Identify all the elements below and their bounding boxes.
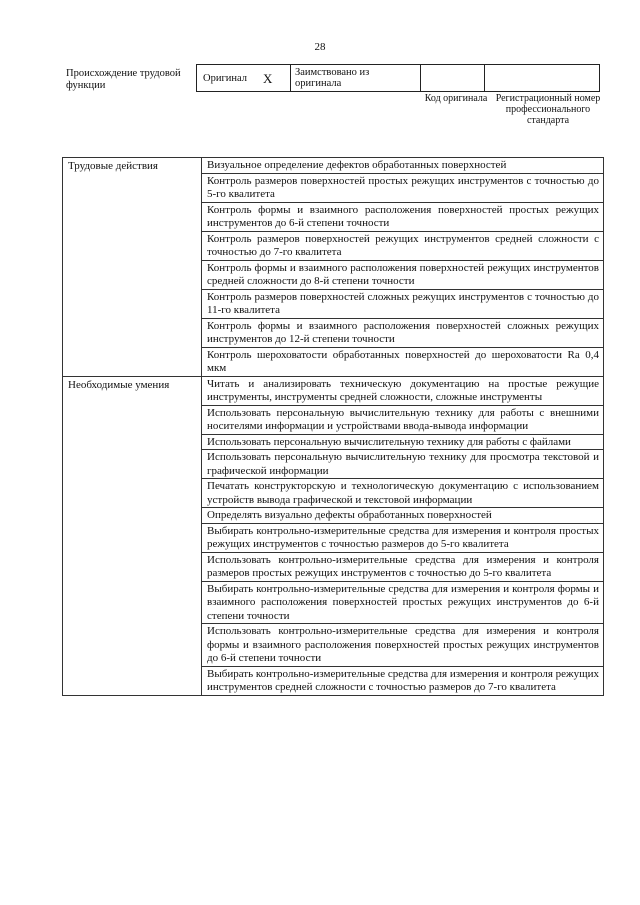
list-item: Использовать персональную вычислительную технику для просмотра текстовой и графической информации (202, 450, 604, 479)
list-item: Использовать персональную вычислительную технику для работы с файлами (202, 434, 604, 450)
list-item: Выбирать контрольно-измерительные средства для измерения и контроля простых режущих инструментов с точностью размеров до 5-го квалитета (202, 523, 604, 552)
table-row (63, 376, 604, 405)
list-item: Использовать контрольно-измерительные средства для измерения и контроля размеров простых режущих инструментов с точностью до 5-го квалитета (202, 552, 604, 581)
code-cell (421, 65, 485, 91)
function-table (62, 157, 604, 696)
original-mark: X (263, 70, 273, 86)
list-item: Использовать персональную вычислительную технику для работы с внешними носителями информации и устройствами ввода-вывода информации (202, 405, 604, 434)
list-item: Контроль размеров поверхностей режущих инструментов средней сложности с точностью до 7-го квалитета (202, 231, 604, 260)
table-row (63, 158, 604, 174)
origin-table (196, 64, 600, 92)
list-item: Контроль размеров поверхностей сложных режущих инструментов с точностью до 11-го квалитета (202, 289, 604, 318)
reg-number-cell (485, 65, 599, 91)
borrowed-cell: Заимствовано из оригинала (291, 65, 421, 91)
origin-label: Происхождение трудовой функции (66, 68, 181, 91)
list-item: Визуальное определение дефектов обработанных поверхностей (202, 158, 604, 174)
list-item: Контроль формы и взаимного расположения поверхностей сложных режущих инструментов до 12-й степени точности (202, 318, 604, 347)
list-item: Использовать контрольно-измерительные средства для измерения и контроля формы и взаимного расположения поверхностей простых режущих инструментов до 6-й степени точности (202, 624, 604, 667)
section-heading: Трудовые действия (63, 158, 202, 377)
list-item: Контроль шероховатости обработанных поверхностей до шероховатости Ra 0,4 мкм (202, 347, 604, 376)
list-item: Контроль формы и взаимного расположения поверхностей простых режущих инструментов до 6-й степени точности (202, 202, 604, 231)
list-item: Контроль размеров поверхностей простых режущих инструментов с точностью до 5-го квалитета (202, 173, 604, 202)
list-item: Читать и анализировать техническую документацию на простые режущие инструменты, инструменты средней сложности, сложные инструменты (202, 376, 604, 405)
list-item: Определять визуально дефекты обработанных поверхностей (202, 508, 604, 524)
original-cell (197, 65, 291, 91)
list-item: Выбирать контрольно-измерительные средства для измерения и контроля формы и взаимного расположения поверхностей простых режущих инструментов до 6-й степени точности (202, 581, 604, 624)
section-heading: Необходимые умения (63, 376, 202, 695)
reg-number-caption: Регистрационный номер профессионального стандарта (495, 93, 601, 126)
list-item: Контроль формы и взаимного расположения поверхностей режущих инструментов средней сложности до 8-й степени точности (202, 260, 604, 289)
page-number: 28 (314, 41, 326, 53)
list-item: Выбирать контрольно-измерительные средства для измерения и контроля режущих инструментов средней сложности с точностью размеров до 7-го квалитета (202, 666, 604, 695)
code-caption: Код оригинала (424, 93, 488, 104)
list-item: Печатать конструкторскую и технологическую документацию с использованием устройств вывода графической и текстовой информации (202, 479, 604, 508)
original-label: Оригинал (203, 72, 247, 84)
